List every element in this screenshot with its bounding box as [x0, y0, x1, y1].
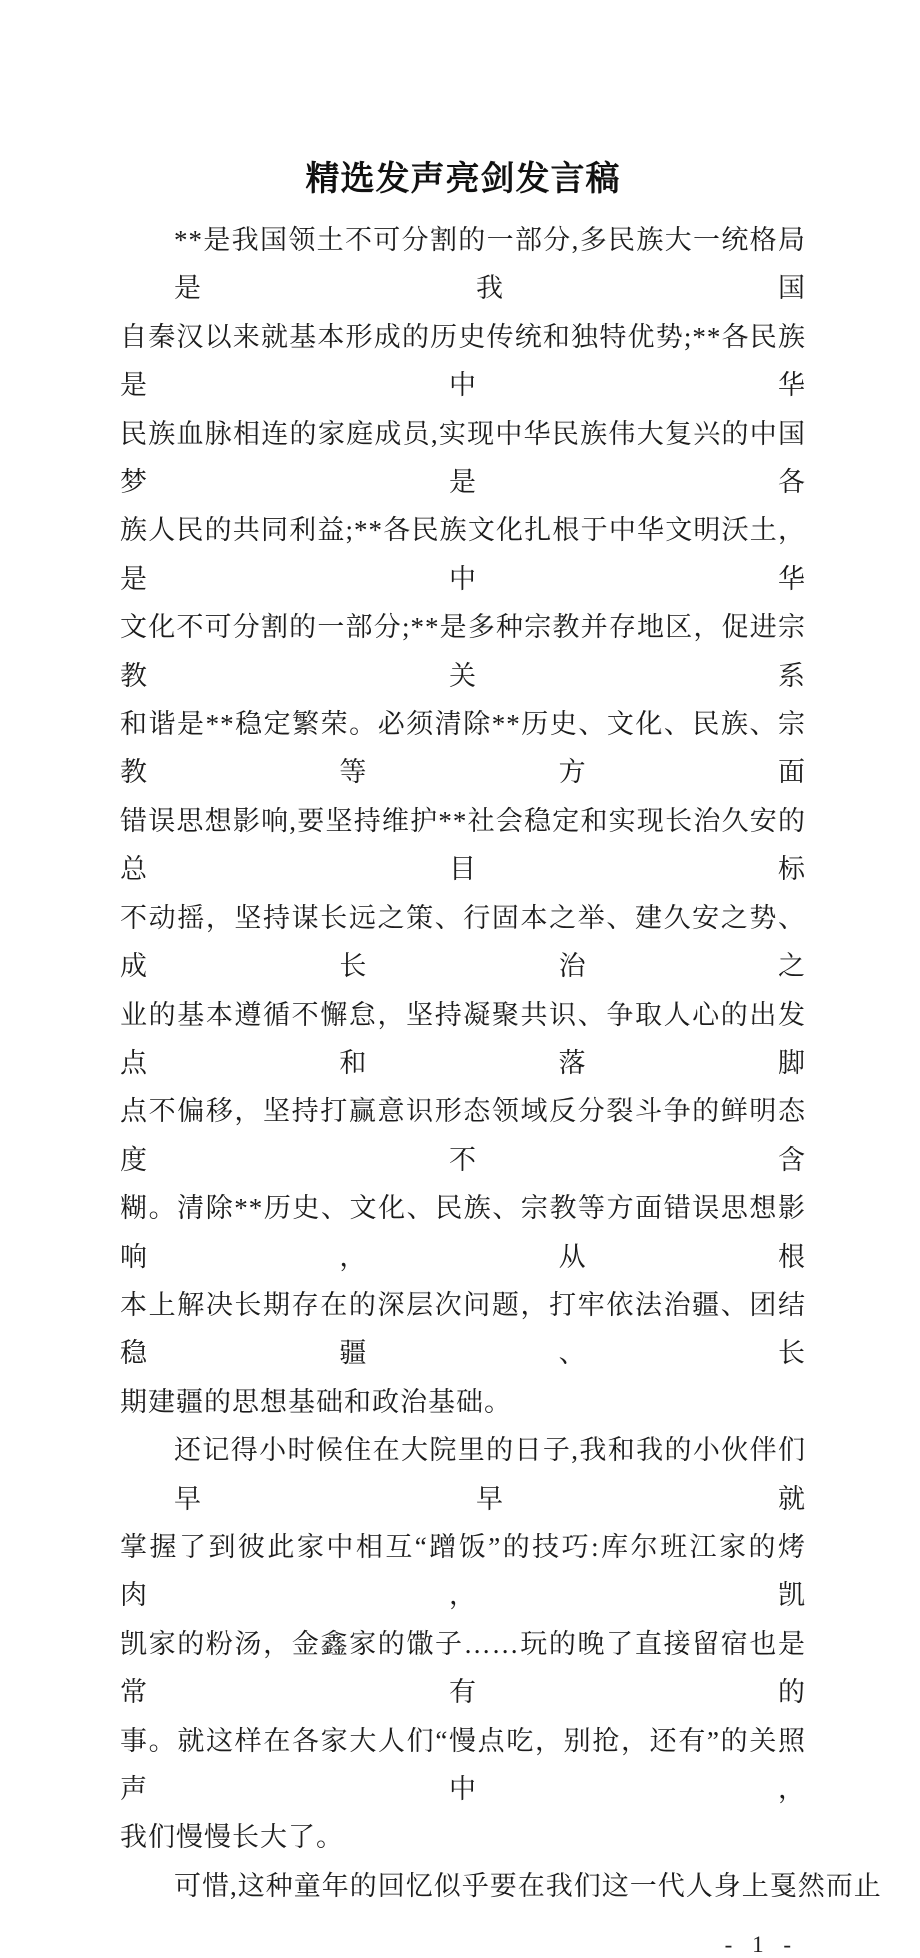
body-line: 自秦汉以来就基本形成的历史传统和独特优势;**各民族是中华: [120, 321, 806, 401]
body-line: 点不偏移，坚持打赢意识形态领域反分裂斗争的鲜明态度不含: [120, 1096, 806, 1175]
body-line: 可惜,这种童年的回忆似乎要在我们这一代人身上戛然而止: [174, 1870, 882, 1901]
page-footer: [120, 1932, 806, 1958]
body-line: 事。就这样在各家大人们“慢点吃，别抢，还有”的关照声中，: [120, 1725, 806, 1804]
body-line: 还记得小时候住在大院里的日子,我和我的小伙伴们早早就: [174, 1435, 806, 1514]
body-line: 掌握了到彼此家中相互“蹭饭”的技巧:库尔班江家的烤肉，凯: [120, 1531, 806, 1611]
body-line: 期建疆的思想基础和政治基础。: [120, 1386, 512, 1417]
body-line: 错误思想影响,要坚持维护**社会稳定和实现长治久安的总目标: [120, 805, 806, 885]
body-line: 不动摇，坚持谋长远之策、行固本之举、建久安之势、成长治之: [120, 902, 806, 982]
page-number: - 1 -: [724, 1932, 798, 1958]
body-line: 凯家的粉汤，金鑫家的馓子……玩的晚了直接留宿也是常有的: [120, 1628, 806, 1708]
body-line: 我们慢慢长大了。: [120, 1822, 344, 1853]
body-line: 族人民的共同利益;**各民族文化扎根于中华文明沃土，是中华: [120, 515, 806, 594]
document-title: 精选发声亮剑发言稿: [305, 161, 621, 198]
body-line: **是我国领土不可分割的一部分,多民族大一统格局是我国: [174, 225, 806, 304]
body-line: 文化不可分割的一部分;**是多种宗教并存地区，促进宗教关系: [120, 612, 806, 691]
body-line: 本上解决长期存在的深层次问题，打牢依法治疆、团结稳疆、长: [120, 1289, 806, 1369]
body-line: 民族血脉相连的家庭成员,实现中华民族伟大复兴的中国梦是各: [120, 418, 806, 498]
body-line: 和谐是**稳定繁荣。必须清除**历史、文化、民族、宗教等方面: [120, 709, 806, 788]
document-body: [120, 216, 882, 1910]
body-line: 糊。清除**历史、文化、民族、宗教等方面错误思想影响，从根: [120, 1193, 806, 1272]
body-line: 业的基本遵循不懈怠，坚持凝聚共识、争取人心的出发点和落脚: [120, 999, 806, 1078]
